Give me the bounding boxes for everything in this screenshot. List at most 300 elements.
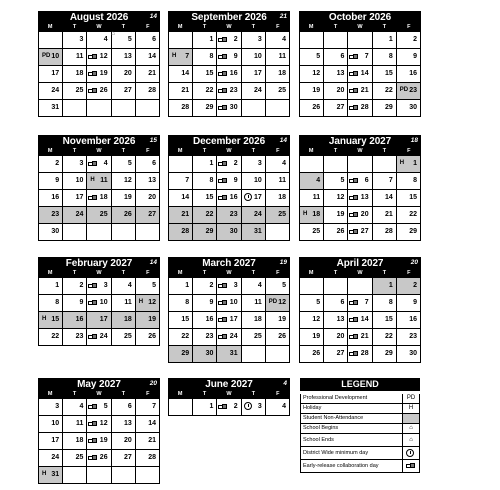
day-cell [112,467,136,484]
day-number: 5 [316,53,321,60]
minimum-day-clock-icon [244,402,252,410]
day-cell [324,100,348,117]
legend-label: Professional Development [303,395,368,401]
day-cell [242,49,266,66]
day-cell [112,173,136,190]
day-cell [300,295,324,312]
weekday-label: M [308,24,314,30]
day-number: 3 [233,282,238,289]
day-cell [397,32,421,49]
weekday-label: M [177,24,183,30]
day-cell [169,224,193,241]
day-cell [266,329,290,346]
day-cell [112,224,136,241]
day-cell [87,207,111,224]
day-number: 19 [278,316,286,323]
clock-icon [406,449,414,457]
day-cell [39,399,63,416]
day-cell [87,66,111,83]
day-cell [242,399,266,416]
day-cell [39,278,63,295]
day-number: 23 [409,87,417,94]
weekday-label: T [251,270,256,276]
day-cell [348,329,372,346]
day-number: 26 [124,211,132,218]
day-cell [193,329,217,346]
month-title: December 2026 [192,136,266,147]
day-number: 7 [364,53,369,60]
day-cell [63,329,87,346]
weekday-label: M [308,148,314,154]
day-cell [373,207,397,224]
day-cell [217,312,241,329]
day-cell [63,49,87,66]
day-cell [348,207,372,224]
weekday-label: T [202,148,207,154]
day-cell [397,329,421,346]
day-number: 21 [385,211,393,218]
day-cell [397,156,421,173]
day-number: 14 [148,53,156,60]
day-cell [63,190,87,207]
day-cell [348,278,372,295]
day-cell [217,399,241,416]
month-title: November 2026 [62,136,136,147]
day-number: 12 [312,70,321,77]
weekday-header [38,391,160,398]
day-cell [397,100,421,117]
day-number: 1 [388,282,393,289]
day-number: 19 [99,437,108,444]
day-cell [373,312,397,329]
legend-item [300,404,420,414]
day-number: 21 [360,87,369,94]
day-number: 13 [336,316,345,323]
day-cell [39,433,63,450]
instructional-day-count: 14 [149,259,157,266]
day-cell [266,32,290,49]
day-number: 16 [75,316,84,323]
day-number: 13 [148,177,156,184]
day-number: 5 [316,299,321,306]
weekday-label: T [382,270,387,276]
day-cell [324,278,348,295]
weekday-label: F [276,148,280,154]
day-cell [266,100,290,117]
day-number: 22 [205,87,214,94]
legend-label: School Ends [303,437,334,443]
month-header [168,257,290,270]
day-cell [87,190,111,207]
day-number: 27 [124,87,132,94]
day-number: 8 [185,299,190,306]
month-title: April 2027 [336,258,384,269]
day-cell [112,207,136,224]
day-cell [112,433,136,450]
day-cell [63,278,87,295]
day-cell [300,224,324,241]
day-number: 11 [278,53,286,60]
weekday-label: F [276,24,280,30]
day-number: 6 [340,53,345,60]
day-cell [193,66,217,83]
day-number: 8 [55,299,60,306]
month-title: May 2027 [77,379,121,390]
day-cell [266,190,290,207]
day-cell [266,49,290,66]
day-number: 19 [124,194,132,201]
weekday-header [38,270,160,277]
day-grid [38,277,160,346]
day-cell [217,32,241,49]
day-cell [63,450,87,467]
early-release-collaboration-icon [218,178,227,184]
day-cell [169,399,193,416]
day-number: 26 [336,228,345,235]
day-cell [373,100,397,117]
day-number: 18 [312,211,321,218]
early-release-collaboration-icon [218,300,227,306]
day-cell [266,399,290,416]
day-number: 22 [385,333,393,340]
day-number: 16 [409,316,417,323]
day-cell [87,416,111,433]
day-cell [348,295,372,312]
weekday-label: W [96,148,102,154]
weekday-label: W [226,24,232,30]
day-cell [397,83,421,100]
day-number: 1 [209,160,214,167]
weekday-label: W [96,24,102,30]
day-number: 29 [181,350,190,357]
day-number: 23 [229,87,238,94]
day-cell [373,156,397,173]
early-release-collaboration-icon [88,283,97,289]
day-cell [242,32,266,49]
day-cell [87,450,111,467]
day-cell [397,49,421,66]
day-number: 12 [336,194,345,201]
month-header [38,135,160,148]
day-number: 24 [75,211,84,218]
day-cell [348,156,372,173]
day-cell [217,295,241,312]
day-cell [193,83,217,100]
day-number: 22 [51,333,60,340]
day-number: 2 [55,160,60,167]
month-header [299,11,421,24]
day-cell [242,224,266,241]
weekday-label: M [177,270,183,276]
weekday-label: M [47,24,53,30]
day-cell [300,173,324,190]
day-cell [373,190,397,207]
day-number: 10 [254,177,262,184]
day-cell [169,156,193,173]
day-number: 20 [124,437,132,444]
day-number: 19 [336,211,345,218]
day-cell [63,416,87,433]
early-release-collaboration-icon [218,317,227,323]
day-cell [87,329,111,346]
month-calendar-june-2027 [168,378,290,416]
legend-title: LEGEND [300,378,420,391]
day-cell [300,66,324,83]
day-cell [136,83,160,100]
day-number: 30 [229,228,238,235]
day-number: 21 [148,437,156,444]
day-cell [112,278,136,295]
legend-item [300,447,420,460]
weekday-label: F [146,391,150,397]
month-calendar-january-2027 [299,135,421,241]
day-cell [169,66,193,83]
day-cell [217,207,241,224]
day-number: 24 [99,333,108,340]
day-number: 13 [124,53,132,60]
gray-swatch [402,414,419,423]
weekday-label: T [72,391,77,397]
day-number: 13 [336,70,345,77]
early-release-collaboration-icon [218,195,227,201]
day-cell [39,467,63,484]
month-calendar-november-2026 [38,135,160,241]
day-cell [242,295,266,312]
early-release-collaboration-icon [218,54,227,60]
month-calendar-august-2026 [38,11,160,117]
early-release-collaboration-icon [349,351,358,357]
day-number: 30 [409,350,417,357]
day-number: 12 [148,299,156,306]
day-number: 17 [99,316,108,323]
day-cell [136,156,160,173]
day-cell [112,416,136,433]
day-number: 8 [388,53,393,60]
day-cell [397,207,421,224]
instructional-day-count: 14 [149,13,157,20]
weekday-label: T [333,148,338,154]
day-cell [136,416,160,433]
day-cell [63,399,87,416]
weekday-label: T [251,24,256,30]
day-number: 25 [75,87,84,94]
legend-item [300,434,420,447]
day-cell [136,399,160,416]
day-number: 25 [312,228,321,235]
day-cell [39,224,63,241]
day-number: 17 [51,437,60,444]
weekday-label: W [96,270,102,276]
legend-symbol [402,447,419,459]
early-release-collaboration-icon [349,300,358,306]
day-number: 24 [51,454,60,461]
day-cell [242,190,266,207]
day-cell [348,312,372,329]
legend-label: Early-release collaboration day [303,463,379,469]
day-cell [373,83,397,100]
day-cell [324,207,348,224]
day-cell [242,346,266,363]
instructional-day-count: 21 [279,13,287,20]
day-number: 22 [385,87,393,94]
day-number: 18 [254,316,262,323]
day-number: 27 [336,104,345,111]
day-number: 4 [282,403,286,410]
day-number: 9 [413,299,417,306]
day-cell [63,66,87,83]
day-number: 15 [51,316,60,323]
month-calendar-february-2027 [38,257,160,346]
day-cell [112,83,136,100]
day-number: 24 [229,333,238,340]
weekday-label: M [47,270,53,276]
month-header [299,135,421,148]
holiday-code: H [90,177,95,183]
day-number: 12 [278,299,286,306]
early-release-collaboration-icon [88,404,97,410]
day-cell [217,83,241,100]
early-release-collaboration-icon [349,229,358,235]
day-cell [87,83,111,100]
legend-code: PD [402,394,419,403]
day-number: 2 [209,282,214,289]
day-number: 8 [209,53,214,60]
day-cell [112,66,136,83]
day-number: 28 [385,228,393,235]
day-number: 17 [75,194,84,201]
day-number: 29 [205,228,214,235]
day-cell [300,278,324,295]
day-number: 31 [51,104,60,111]
weekday-label: T [333,270,338,276]
day-cell [63,207,87,224]
day-cell [39,190,63,207]
day-cell [136,467,160,484]
day-cell [324,49,348,66]
day-cell [217,346,241,363]
day-number: 26 [99,87,108,94]
weekday-label: W [357,24,363,30]
month-header [299,257,421,270]
day-cell [169,295,193,312]
early-release-collaboration-icon [88,161,97,167]
day-number: 5 [127,160,132,167]
day-number: 9 [79,299,84,306]
weekday-header [168,148,290,155]
day-number: 23 [409,333,417,340]
day-cell [87,173,111,190]
day-number: 27 [360,228,369,235]
day-grid [168,398,290,416]
day-cell [397,346,421,363]
legend-code: H [402,404,419,413]
weekday-label: T [72,24,77,30]
month-title: September 2026 [191,12,267,23]
weekday-label: W [96,391,102,397]
day-cell [300,312,324,329]
weekday-header [168,270,290,277]
day-number: 27 [124,454,132,461]
day-cell [193,190,217,207]
day-number: 23 [229,211,238,218]
weekday-label: W [357,148,363,154]
day-number: 2 [233,403,238,410]
day-cell [87,49,111,66]
day-number: 6 [364,177,369,184]
day-number: 20 [336,87,345,94]
day-cell [324,346,348,363]
day-number: 15 [205,70,214,77]
weekday-label: T [72,148,77,154]
day-number: 30 [51,228,60,235]
day-number: 9 [233,53,238,60]
day-cell [217,190,241,207]
legend-label: Student Non-Attendance [303,415,364,421]
professional-development-code: PD [42,53,51,59]
legend-label: District Wide minimum day [303,450,369,456]
day-number: 30 [205,350,214,357]
day-cell [217,278,241,295]
weekday-label: F [407,24,411,30]
day-grid [299,277,421,363]
day-cell [266,312,290,329]
day-cell [373,224,397,241]
day-cell [112,399,136,416]
weekday-label: T [382,148,387,154]
day-number: 4 [316,177,321,184]
day-number: 9 [233,177,238,184]
day-cell [324,83,348,100]
early-release-collaboration-icon [218,283,227,289]
day-number: 17 [254,194,262,201]
day-number: 2 [79,282,84,289]
day-number: 12 [99,53,108,60]
day-cell [39,32,63,49]
day-number: 2 [413,282,417,289]
day-cell [348,32,372,49]
day-cell [373,66,397,83]
day-cell [136,207,160,224]
weekday-header [299,270,421,277]
day-number: 8 [413,177,417,184]
month-calendar-april-2027 [299,257,421,363]
weekday-label: M [47,391,53,397]
day-number: 2 [413,36,417,43]
day-number: 19 [99,70,108,77]
early-release-collaboration-icon [349,105,358,111]
day-cell [136,100,160,117]
day-cell [87,399,111,416]
day-number: 24 [51,87,60,94]
day-cell [397,312,421,329]
day-number: 21 [181,87,190,94]
day-cell [300,49,324,66]
day-cell [136,295,160,312]
month-calendar-may-2027 [38,378,160,484]
day-number: 16 [409,70,417,77]
day-number: 26 [312,350,321,357]
day-number: 31 [51,471,60,478]
early-release-collaboration-icon [88,421,97,427]
day-cell [266,295,290,312]
instructional-day-count: 20 [410,259,418,266]
day-number: 22 [409,211,417,218]
day-number: 7 [364,299,369,306]
day-cell [324,224,348,241]
weekday-label: T [251,391,256,397]
day-grid [38,155,160,241]
day-cell [112,450,136,467]
